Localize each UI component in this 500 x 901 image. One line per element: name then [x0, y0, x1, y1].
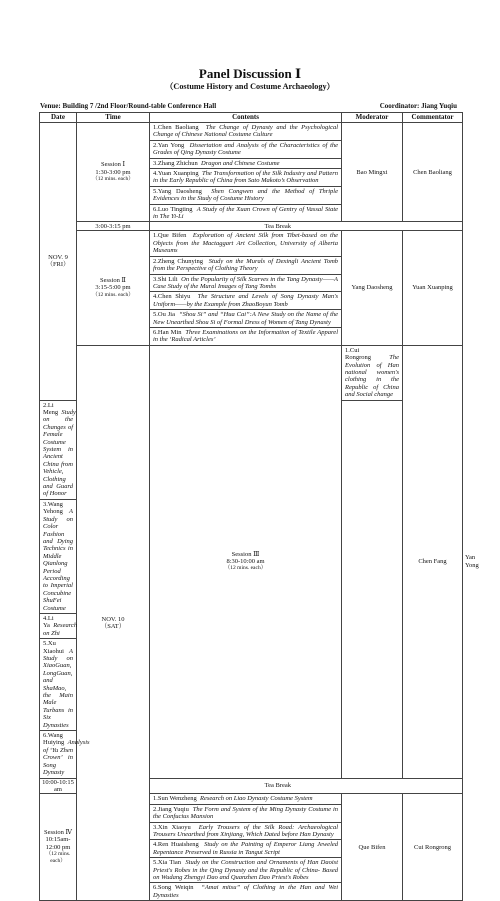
talk-author: 3.Wang Yehong: [43, 500, 63, 516]
talk-entry: [150, 158, 342, 168]
break-time: 10:00-10:15 am: [40, 778, 77, 794]
venue-label: Venue: Building 7 /2nd Floor/Round-table Conference Hall: [40, 102, 217, 110]
talk-title: Analysis of ‘Yu Zhen Crown’ in Song Dynasty: [43, 739, 90, 777]
talk-title: Study on the Painting of Emperor Liang Jeweled Repentance Preserved in Russia in Tangut Script: [153, 841, 339, 856]
talk-entry: [150, 858, 342, 883]
break-label-cell: [150, 778, 463, 794]
talk-title: The Evolution of Han national women's clothing in the Republic of China and Social change: [345, 354, 399, 399]
coordinator-label: Coordinator: Jiang Yuqiu: [379, 102, 457, 110]
talk-author: 2.Zheng Chunying: [153, 257, 204, 265]
table-row: [40, 231, 463, 256]
talk-entry: [40, 613, 77, 638]
session-time: 1:30-3:00 pm: [95, 168, 131, 176]
talk-author: 4.Chen Shiyu: [153, 293, 191, 301]
date-cell: [40, 123, 77, 401]
session-name: Session Ⅱ: [100, 277, 126, 284]
talk-entry: [150, 327, 342, 345]
talk-author: 6.Han Min: [153, 328, 182, 336]
table-row: [40, 123, 463, 141]
talk-title: The Form and System of the Ming Dynasty Costume in the Confucius Mansion: [153, 805, 338, 821]
talk-title: “Shou Si” and “Hua Cai”:A New Study on the Name of the New Unearthed Shou Si of Formal Dress of Women of Tang Dynasty: [153, 311, 339, 326]
talk-entry: [150, 883, 342, 901]
session-name: Session Ⅳ: [44, 828, 72, 836]
talk-author: 2.Jiang Yuqiu: [153, 805, 189, 813]
talk-entry: [150, 292, 342, 310]
talk-author: 2.Li Meng: [43, 401, 59, 416]
session-note: （12 mins. each）: [45, 850, 71, 865]
talk-author: 3.Xin Xiaoyu: [153, 823, 191, 831]
talk-author: 6.Song Weiqin: [153, 884, 194, 892]
date-label: NOV. 10: [101, 615, 125, 623]
talk-title: The Transformation of the Silk Industry and Pattern in the Early Republic of China from Sato Makoto’s Observation: [153, 170, 338, 185]
talk-entry: [150, 804, 342, 822]
talk-title: “Amai mitsu” of Clothing in the Han and Wei Dynasties: [153, 884, 339, 899]
talk-author: 4.Ren Huaisheng: [153, 841, 199, 849]
weekday-label: （FRI）: [46, 261, 70, 269]
talk-entry: [40, 499, 77, 613]
session-note: （12 mins. each）: [224, 565, 267, 572]
talk-entry: [342, 345, 403, 400]
table-row: NOV. 10 （SAT） Session Ⅲ 8:30-10:00 am （12 mins. each） 1.Cui Rongrong The Evolution of Han national women's clothing in the Republic of China and Social change Chen Fang Yan Yong: [40, 345, 463, 400]
talk-author: 6.Luo Tingting: [153, 205, 193, 213]
talk-entry: [150, 840, 342, 858]
talk-entry: [40, 400, 77, 499]
talk-author: 3.Shi Lili: [153, 275, 178, 283]
moderator-cell: Que Bifen: [342, 794, 403, 901]
talk-author: 4.Li Ya: [43, 614, 54, 630]
weekday-label: （SAT）: [100, 622, 126, 630]
talk-author: 1.Sun Wenzheng: [153, 795, 197, 803]
talk-entry: [150, 310, 342, 328]
talk-author: 5.Yang Daosheng: [153, 187, 202, 195]
session-cell: [150, 345, 342, 778]
page-title: Panel Discussion Ⅰ: [198, 66, 302, 81]
tea-break-row: [40, 222, 463, 231]
talk-title: A Study on XiaoGuan, LongGuan, and ShaMao, the Main Male Turbans in Six Dynasties: [43, 647, 73, 729]
session-note: （12 mins. each）: [92, 175, 134, 182]
talk-entry: [150, 794, 342, 804]
break-label: Tea Break: [264, 222, 291, 230]
date-label: NOV. 9: [48, 253, 68, 261]
commentator-cell: Cui Rongrong: [403, 794, 463, 901]
talk-author: 2.Yan Yong: [153, 141, 185, 149]
talk-title: A Study of the Xuan Crown of Gentry of Vassal State in The Yi-Li: [153, 205, 339, 221]
talk-entry: [150, 204, 342, 222]
talk-title: Research on Liao Dynasty Costume System: [200, 795, 313, 803]
session-name: Session Ⅰ: [100, 161, 126, 169]
talk-title: Shen Congwen and the Method of Thriple Evidences in the Study of Costume History: [153, 187, 338, 203]
talk-entry: [40, 639, 77, 731]
talk-title: Exploration of Ancient Silk from Tibet-based on the Objects from the Mactaggart Art Collection, University of Alberta Museums: [153, 232, 338, 255]
date-cell: [77, 345, 150, 900]
talk-title: Three Examinations on the Information of Textile Apparel in the ‘Radical Articles’: [153, 328, 339, 344]
talk-entry: [150, 231, 342, 256]
session-cell: [40, 794, 77, 901]
commentator-cell: Yuan Xuanping: [403, 231, 463, 345]
column-header-moderator: Moderator: [342, 113, 403, 123]
talk-entry: [150, 256, 342, 274]
talk-entry: [150, 186, 342, 204]
talk-title: Research on Zhi: [43, 622, 78, 637]
table-header-row: [40, 113, 463, 123]
talk-title: Dissertation and Analysis of the Characteristics of the Grades of Qing Dynasty Costume: [153, 141, 339, 157]
talk-author: 4.Yuan Xuanping: [153, 170, 199, 178]
talk-title: Study on the Construction and Ornaments of Han Daoist Priest's Robes in the Qing Dynasty and the Republic of China- Based on Wudang Zhengyi Dao and Quanzhen Dao Priest's Robes: [153, 859, 339, 881]
talk-entry: [150, 274, 342, 292]
talk-title: Study on the Murals of Dexingli Ancient Tomb from the Perspective of Clothing Theory: [153, 257, 339, 273]
column-header-contents: Contents: [150, 113, 342, 123]
talk-title: Early Trousers of the Silk Road: Archaeological Trousers Unearthed from Xinjiang, Which Dated before Han Dynasty: [153, 823, 338, 838]
moderator-cell: Yang Daosheng: [342, 231, 403, 345]
page-subtitle: （Costume History and Costume Archaeology）: [165, 82, 335, 91]
column-header-date: Date: [40, 113, 77, 123]
session-time: 3:15-5:00 pm: [95, 284, 131, 292]
talk-author: 5.Ou Jia: [153, 311, 176, 319]
column-header-commentator: Commentator: [403, 113, 463, 123]
session-time: 10:15am-12:00 pm: [45, 836, 71, 851]
talk-title: A Study on Color Fashion and Dying Technics in Middle Qianlong Period According to Imperial Concubine ShuFei Costume: [43, 508, 73, 612]
session-name: Session Ⅲ: [231, 550, 260, 558]
talk-title: On the Popularity of Silk Scarves in the Tang Dynasty——A Case Study of the Mural Images of Tang Tombs: [153, 275, 339, 290]
session-cell: [77, 231, 150, 345]
talk-author: 5.Xia Tian: [153, 859, 182, 867]
talk-author: 3.Zhang Zhichun: [153, 159, 198, 167]
talk-author: 6.Wang Huiying: [43, 732, 65, 747]
commentator-cell: Chen Baoliang: [403, 123, 463, 222]
talk-author: 1.Cui Rongrong: [345, 346, 371, 362]
talk-entry: [150, 123, 342, 141]
session-cell: [77, 123, 150, 222]
session-time: 8:30-10:00 am: [226, 557, 265, 565]
talk-title: Study on the Changes of Female Costume System in Ancient China from Vehicle, Clothing and Guard of Honor: [43, 409, 76, 498]
talk-title: Dragon and Chinese Costume: [201, 159, 280, 167]
talk-entry: [150, 140, 342, 158]
break-label-cell: [150, 222, 463, 231]
column-header-time: Time: [77, 113, 150, 123]
schedule-table: [39, 112, 479, 901]
moderator-cell: Bao Mingxi: [342, 123, 403, 222]
talk-author: 5.Xu Xiaohui: [43, 640, 64, 655]
talk-author: 1.Chen Baoliang: [153, 124, 199, 131]
break-label: Tea Break: [264, 782, 291, 790]
talk-entry: [150, 822, 342, 840]
talk-entry: [150, 169, 342, 187]
talk-title: The Structure and Levels of Song Dynasty Man's Uniform——by the Example from ZhaoBoyun Tomb: [153, 293, 339, 308]
talk-entry: [40, 731, 90, 778]
session-note: （12 mins. each）: [92, 291, 134, 298]
break-time: 3:00-3:15 pm: [77, 222, 150, 231]
talk-title: The Change of Dynasty and the Psychological Change of Chinese National Costume Culture: [153, 124, 339, 139]
talk-author: 1.Que Bifen: [153, 232, 187, 240]
moderator-cell: Chen Fang: [403, 345, 463, 778]
